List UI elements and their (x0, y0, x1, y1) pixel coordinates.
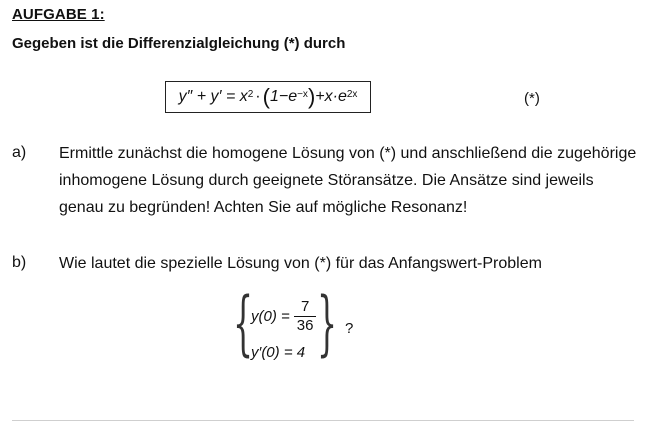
fraction-numerator: 7 (300, 298, 310, 315)
eq-close-paren: ) (307, 84, 316, 109)
y0-lhs: y(0) = (251, 308, 290, 325)
right-brace: } (317, 282, 338, 364)
question-mark: ? (345, 320, 354, 337)
condition-yprime0 (251, 344, 305, 361)
yprime0-text: y′(0) = 4 (251, 344, 306, 361)
eq-exp-neg-x: −x (297, 88, 308, 100)
eq-exp-2: 2 (247, 88, 254, 100)
left-brace: { (233, 282, 254, 364)
eq-exp-2x: 2x (346, 88, 358, 100)
initial-conditions-system (233, 282, 338, 370)
eq-plus-term: +x·e (315, 88, 347, 105)
task-heading: AUFGABE 1: (12, 6, 105, 23)
part-a-label: a) (12, 144, 27, 161)
y0-fraction (294, 298, 317, 335)
intro-text: Gegeben ist die Differenzialgleichung (*) durch (12, 35, 346, 52)
part-b-text: Wie lautet die spezielle Lösung von (*) für das Anfangswert-Problem (59, 255, 542, 272)
eq-lhs: y″ + y′ = x (178, 88, 248, 105)
differential-equation-box (165, 81, 371, 113)
equation-label: (*) (524, 90, 540, 107)
part-b-label: b) (12, 254, 27, 271)
fraction-denominator: 36 (296, 317, 314, 334)
condition-y0 (251, 298, 316, 335)
eq-open-paren: ( (262, 84, 270, 109)
part-a-text: Ermittle zunächst die homogene Lösung von (*) und anschließend die zugehörige inhomogene Lösung durch geeignete Störansätze. Die Ansätze sind jeweils genau zu begründen! Achten Sie auf mögliche Resonanz! (59, 145, 637, 216)
bottom-divider (12, 420, 634, 421)
eq-dot: · (255, 88, 261, 105)
eq-mid: 1−e (269, 88, 298, 105)
